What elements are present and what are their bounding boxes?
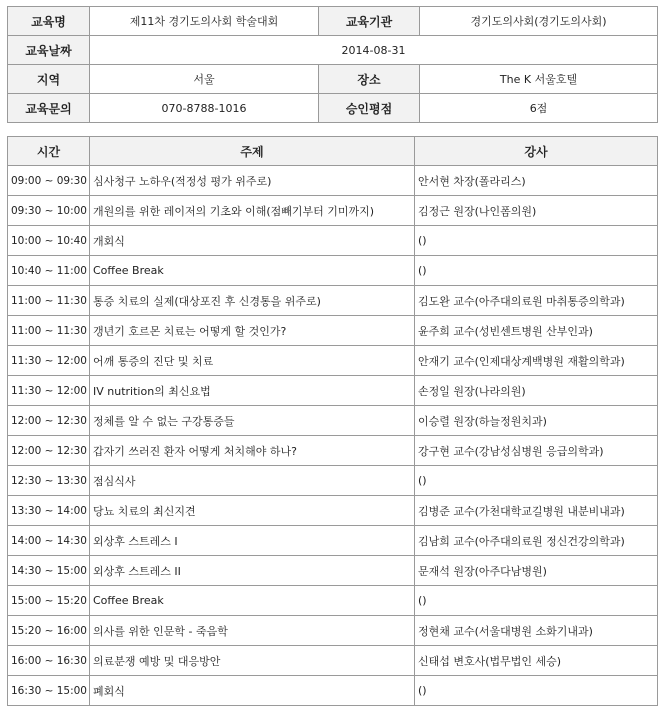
- session-time: 12:30 ~ 13:30: [8, 466, 90, 496]
- session-speaker: 손정일 원장(나라의원): [415, 376, 658, 406]
- session-topic: 외상후 스트레스 II: [90, 556, 415, 586]
- info-row-region: [8, 65, 658, 94]
- session-topic: Coffee Break: [90, 256, 415, 286]
- session-time: 12:00 ~ 12:30: [8, 406, 90, 436]
- schedule-row: [8, 616, 658, 646]
- session-speaker: 정현채 교수(서울대병원 소화기내과): [415, 616, 658, 646]
- session-time: 11:30 ~ 12:00: [8, 376, 90, 406]
- course-contact-value: 070-8788-1016: [90, 94, 319, 123]
- schedule-row: [8, 466, 658, 496]
- course-region-label: 지역: [8, 65, 90, 94]
- course-contact-label: 교육문의: [8, 94, 90, 123]
- course-place-value: The K 서울호텔: [420, 65, 658, 94]
- session-topic: Coffee Break: [90, 586, 415, 616]
- session-topic: 어깨 통증의 진단 및 치료: [90, 346, 415, 376]
- session-time: 16:00 ~ 16:30: [8, 646, 90, 676]
- schedule-row: [8, 196, 658, 226]
- course-info-table: [7, 6, 658, 123]
- session-speaker: 김남희 교수(아주대의료원 정신건강의학과): [415, 526, 658, 556]
- topic-column-header: 주제: [90, 137, 415, 166]
- session-time: 12:00 ~ 12:30: [8, 436, 90, 466]
- session-speaker: (): [415, 676, 658, 706]
- session-time: 10:40 ~ 11:00: [8, 256, 90, 286]
- session-topic: 개원의를 위한 레이저의 기초와 이해(점빼기부터 기미까지): [90, 196, 415, 226]
- session-time: 15:20 ~ 16:00: [8, 616, 90, 646]
- course-name-label: 교육명: [8, 7, 90, 36]
- session-time: 11:00 ~ 11:30: [8, 316, 90, 346]
- session-time: 10:00 ~ 10:40: [8, 226, 90, 256]
- session-speaker: 윤주희 교수(성빈센트병원 산부인과): [415, 316, 658, 346]
- session-time: 11:30 ~ 12:00: [8, 346, 90, 376]
- schedule-row: [8, 226, 658, 256]
- course-credit-label: 승인평점: [319, 94, 420, 123]
- session-time: 16:30 ~ 15:00: [8, 676, 90, 706]
- schedule-row: [8, 166, 658, 196]
- speaker-column-header: 강사: [415, 137, 658, 166]
- session-speaker: (): [415, 256, 658, 286]
- course-org-label: 교육기관: [319, 7, 420, 36]
- session-speaker: 강구현 교수(강남성심병원 응급의학과): [415, 436, 658, 466]
- session-topic: 심사청구 노하우(적정성 평가 위주로): [90, 166, 415, 196]
- course-date-label: 교육날짜: [8, 36, 90, 65]
- session-topic: 갱년기 호르몬 치료는 어떻게 할 것인가?: [90, 316, 415, 346]
- session-time: 13:30 ~ 14:00: [8, 496, 90, 526]
- session-time: 11:00 ~ 11:30: [8, 286, 90, 316]
- session-speaker: 신태섭 변호사(법무법인 세승): [415, 646, 658, 676]
- session-speaker: 김정근 원장(나인폼의원): [415, 196, 658, 226]
- schedule-header-row: [8, 137, 658, 166]
- schedule-row: [8, 256, 658, 286]
- schedule-row: [8, 436, 658, 466]
- session-topic: 정체를 알 수 없는 구강통증들: [90, 406, 415, 436]
- schedule-row: [8, 346, 658, 376]
- schedule-row: [8, 556, 658, 586]
- course-region-value: 서울: [90, 65, 319, 94]
- session-topic: 의사를 위한 인문학 - 죽음학: [90, 616, 415, 646]
- session-speaker: 이승렬 원장(하늘정원치과): [415, 406, 658, 436]
- session-topic: 갑자기 쓰러진 환자 어떻게 처치해야 하나?: [90, 436, 415, 466]
- session-speaker: 안재기 교수(인제대상계백병원 재활의학과): [415, 346, 658, 376]
- session-topic: 개회식: [90, 226, 415, 256]
- info-row-name: [8, 7, 658, 36]
- session-topic: 당뇨 치료의 최신지견: [90, 496, 415, 526]
- session-speaker: 문재석 원장(아주다남병원): [415, 556, 658, 586]
- session-time: 15:00 ~ 15:20: [8, 586, 90, 616]
- course-date-value: 2014-08-31: [90, 36, 658, 65]
- session-time: 09:00 ~ 09:30: [8, 166, 90, 196]
- session-time: 09:30 ~ 10:00: [8, 196, 90, 226]
- schedule-row: [8, 526, 658, 556]
- time-column-header: 시간: [8, 137, 90, 166]
- session-topic: 외상후 스트레스 I: [90, 526, 415, 556]
- info-row-contact: [8, 94, 658, 123]
- schedule-row: [8, 676, 658, 706]
- info-row-date: [8, 36, 658, 65]
- session-time: 14:00 ~ 14:30: [8, 526, 90, 556]
- session-topic: 점심식사: [90, 466, 415, 496]
- schedule-row: [8, 496, 658, 526]
- schedule-table: [7, 136, 658, 706]
- schedule-row: [8, 646, 658, 676]
- schedule-row: [8, 406, 658, 436]
- schedule-row: [8, 316, 658, 346]
- session-speaker: (): [415, 226, 658, 256]
- session-topic: 폐회식: [90, 676, 415, 706]
- course-place-label: 장소: [319, 65, 420, 94]
- course-credit-value: 6점: [420, 94, 658, 123]
- session-topic: 의료분쟁 예방 및 대응방안: [90, 646, 415, 676]
- session-speaker: (): [415, 586, 658, 616]
- course-name-value: 제11차 경기도의사회 학술대회: [90, 7, 319, 36]
- session-speaker: 김병준 교수(가천대학교길병원 내분비내과): [415, 496, 658, 526]
- schedule-row: [8, 286, 658, 316]
- session-time: 14:30 ~ 15:00: [8, 556, 90, 586]
- schedule-row: [8, 376, 658, 406]
- session-speaker: 김도완 교수(아주대의료원 마취통증의학과): [415, 286, 658, 316]
- session-speaker: (): [415, 466, 658, 496]
- course-org-value: 경기도의사회(경기도의사회): [420, 7, 658, 36]
- session-topic: IV nutrition의 최신요법: [90, 376, 415, 406]
- schedule-row: [8, 586, 658, 616]
- session-topic: 통증 치료의 실제(대상포진 후 신경통을 위주로): [90, 286, 415, 316]
- session-speaker: 안서현 차장(폴라리스): [415, 166, 658, 196]
